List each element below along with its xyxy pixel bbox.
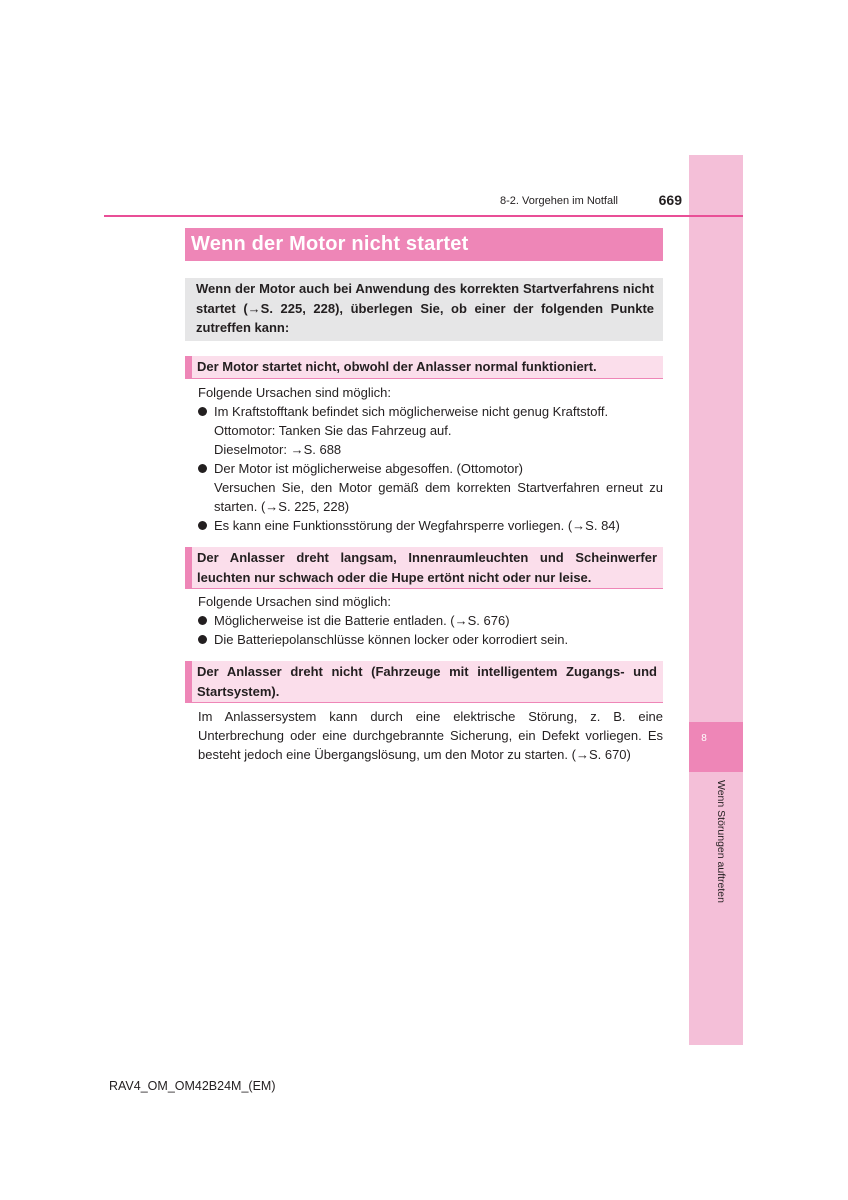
- list-item: Im Kraftstofftank befindet sich möglicherweise nicht genug Kraftstoff.: [198, 402, 663, 421]
- list-item-continuation: Versuchen Sie, den Motor gemäß dem korrekten Startverfahren erneut zu starten. (→S. 225, 228): [214, 480, 663, 514]
- bullet-icon: [198, 521, 207, 530]
- section-lead: Folgende Ursachen sind möglich:: [198, 594, 391, 609]
- chapter-side-tab: [689, 155, 743, 1045]
- section-body-1: [198, 383, 663, 535]
- chapter-number: 8: [701, 733, 707, 744]
- section-lead: Folgende Ursachen sind möglich:: [198, 385, 391, 400]
- list-item-continuation: Dieselmotor: →S. 688: [214, 442, 342, 457]
- list-item-continuation: Ottomotor: Tanken Sie das Fahrzeug auf.: [214, 423, 452, 438]
- bullet-icon: [198, 616, 207, 625]
- list-item: Möglicherweise ist die Batterie entladen. (→S. 676): [198, 611, 663, 630]
- list-item: Die Batteriepolanschlüsse können locker oder korrodiert sein.: [198, 630, 663, 649]
- header-rule: [104, 215, 743, 217]
- section-heading-3: Der Anlasser dreht nicht (Fahrzeuge mit intelligentem Zugangs- und Startsystem).: [185, 661, 663, 703]
- section-body-2: [198, 592, 663, 649]
- list-item: Es kann eine Funktionsstörung der Wegfahrsperre vorliegen. (→S. 84): [198, 516, 663, 535]
- chapter-title-vertical: Wenn Störungen auftreten: [715, 780, 727, 903]
- section-body-3: Im Anlassersystem kann durch eine elektrische Störung, z. B. eine Unterbrechung oder eine durchgebrannte Sicherung, ein Defekt vorliegen. Es besteht jedoch eine Übergangslösung, um den Motor zu starten. (→S. 670): [198, 709, 663, 762]
- page-title: Wenn der Motor nicht startet: [191, 233, 469, 255]
- intro-box: Wenn der Motor auch bei Anwendung des korrekten Startverfahrens nicht startet (→S. 225, 228), überlegen Sie, ob einer der folgenden Punkte zutreffen kann:: [185, 278, 663, 341]
- section-heading-2: Der Anlasser dreht langsam, Innenraumleuchten und Scheinwerfer leuchten nur schwach oder die Hupe ertönt nicht oder nur leise.: [185, 547, 663, 589]
- page-number: 669: [658, 192, 682, 208]
- page-title-bar: [185, 228, 663, 261]
- document-code-footer: RAV4_OM_OM42B24M_(EM): [109, 1079, 276, 1093]
- bullet-icon: [198, 407, 207, 416]
- list-item: Der Motor ist möglicherweise abgesoffen. (Ottomotor): [198, 459, 663, 478]
- section-heading-1: Der Motor startet nicht, obwohl der Anlasser normal funktioniert.: [185, 356, 663, 379]
- bullet-icon: [198, 635, 207, 644]
- header-section-title: 8-2. Vorgehen im Notfall: [499, 195, 618, 207]
- bullet-icon: [198, 464, 207, 473]
- chapter-active-marker: [689, 722, 743, 772]
